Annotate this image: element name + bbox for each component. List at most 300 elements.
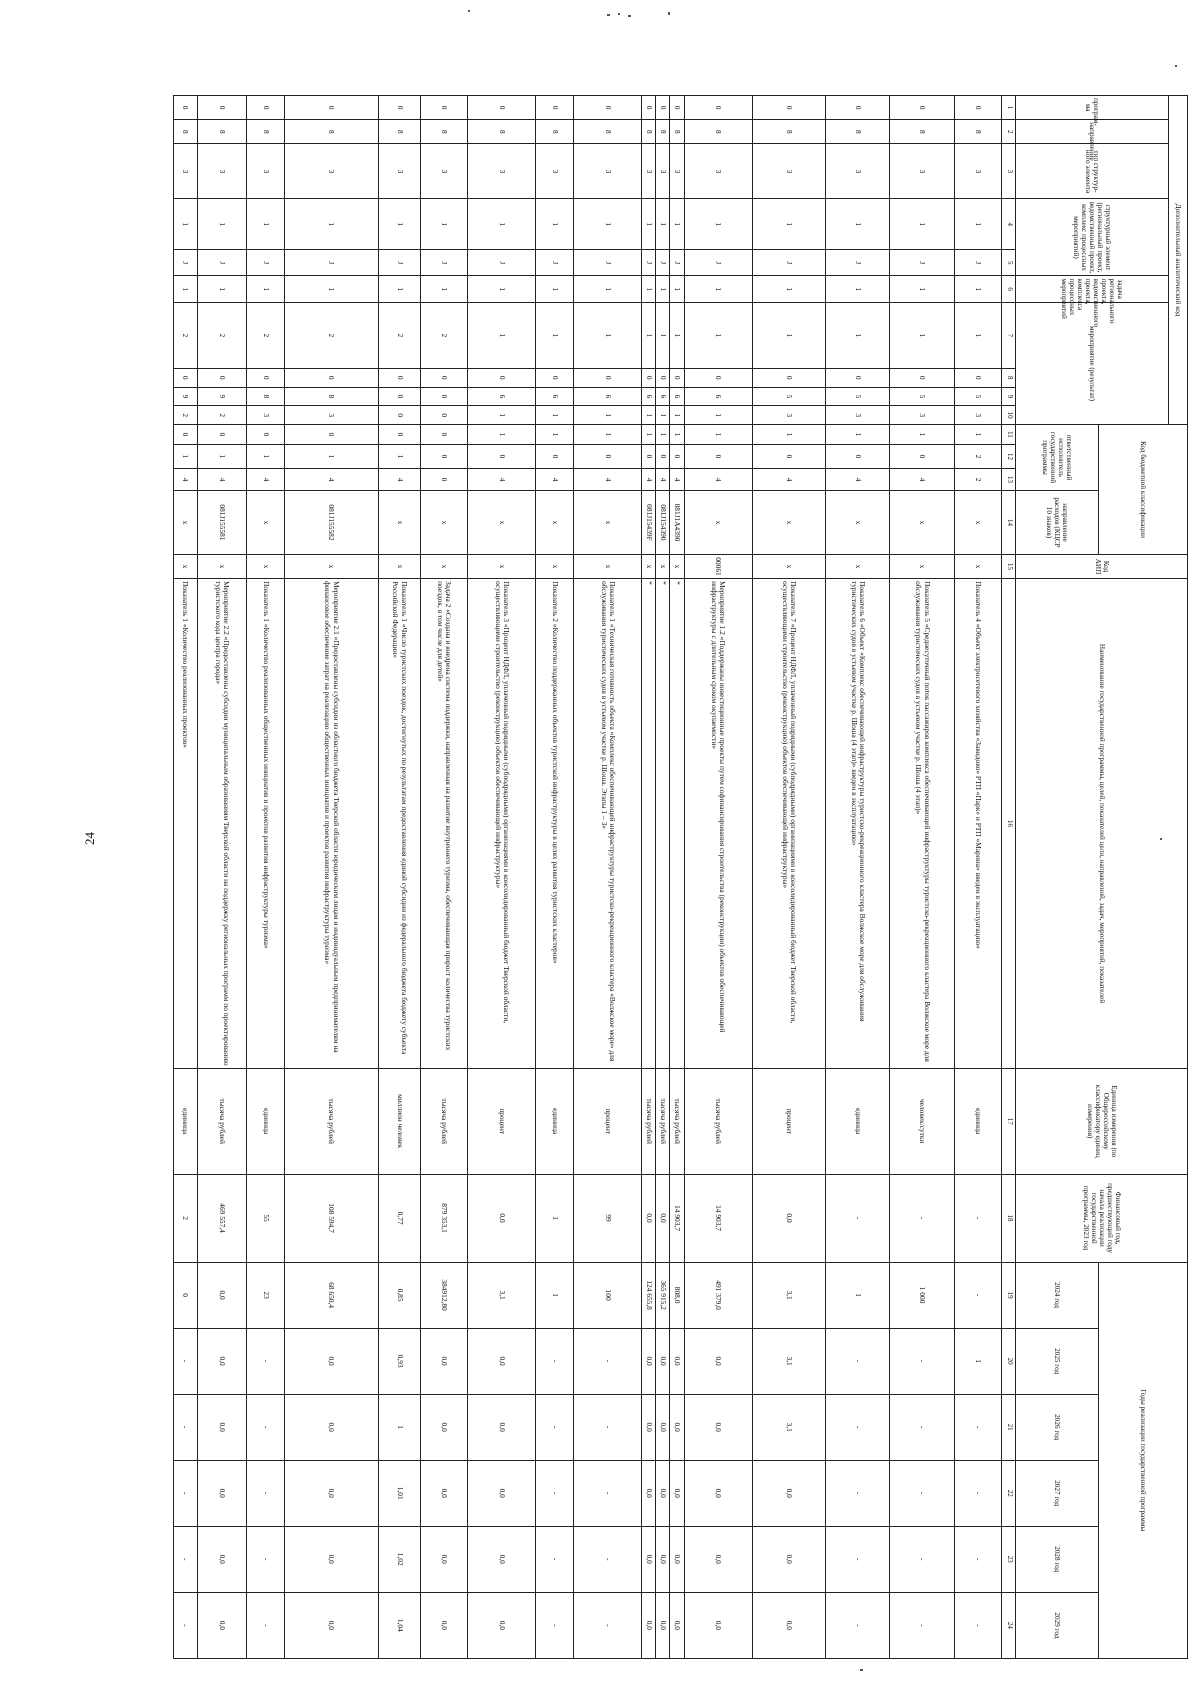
table-cell: - xyxy=(825,1592,890,1658)
table-row xyxy=(890,96,955,1659)
table-cell: 3 xyxy=(752,406,825,425)
table-cell: 2 xyxy=(174,1174,198,1262)
column-number: 8 xyxy=(1002,368,1016,387)
table-cell: - xyxy=(825,1174,890,1262)
table-cell: 5 xyxy=(752,387,825,406)
table-cell: 0 xyxy=(421,444,468,468)
table-cell: 0,0 xyxy=(684,1394,752,1460)
table-cell: 0 xyxy=(825,368,890,387)
table-cell: 0 xyxy=(825,96,890,120)
header-additional-code: Дополнительный аналитический код xyxy=(1169,96,1188,425)
table-cell: 1 xyxy=(752,199,825,250)
table-cell: 0,0 xyxy=(468,1526,536,1592)
row-name-cell: Показатель 6 «Объект «Комплекс обеспечивающей инфраструктуры туристско-рекреационного кластера Волжское море для обслуживания туристических судов в устьевом участке р. Шоша (4 этап)» введен в эксплуатацию» xyxy=(825,579,890,1069)
table-cell: - xyxy=(247,1526,285,1592)
table-cell: 2 xyxy=(955,444,1002,468)
table-row xyxy=(955,96,1002,1659)
table-cell: 0 xyxy=(574,368,642,387)
table-cell: 8 xyxy=(536,120,574,144)
table-cell: 0 xyxy=(284,368,378,387)
table-cell: - xyxy=(536,1592,574,1658)
row-name-cell: Показатель 4 «Объект электросетевого хозяйства «Завидово» РТП «Парк» и РТП «Марина» введен в эксплуатацию» xyxy=(955,579,1002,1069)
table-cell: 0 xyxy=(656,444,670,468)
table-cell: - xyxy=(574,1328,642,1394)
table-cell: 00061 xyxy=(684,554,752,578)
table-cell: 1 xyxy=(468,406,536,425)
row-name-cell: Мероприятие 2.1 «Предоставлены субсидии из областного бюджета Тверской области юридическим лицам и индивидуальным предпринимателям на финансовое обеспечение затрат на реализацию общественных инициатив и проектов развития инфраструктуры туризма» xyxy=(284,579,378,1069)
table-cell: 100 xyxy=(574,1262,642,1328)
table-cell: 081J155581 xyxy=(197,491,246,555)
table-cell: 0,0 xyxy=(468,1394,536,1460)
table-cell: 0 xyxy=(574,444,642,468)
table-cell: 0 xyxy=(247,368,285,387)
table-cell: 0 xyxy=(642,444,656,468)
column-number: 7 xyxy=(1002,302,1016,368)
table-cell: 0,0 xyxy=(752,1460,825,1526)
table-cell: 8 xyxy=(825,120,890,144)
table-cell: 8 xyxy=(284,120,378,144)
table-cell: 3 xyxy=(247,144,285,199)
table-cell: 1 xyxy=(574,425,642,445)
table-cell: x xyxy=(656,554,670,578)
table-cell: 1 xyxy=(536,406,574,425)
header-task: задача регионального проекта, ведомственного проекта, комплекса процессных мероприятий xyxy=(1016,276,1169,302)
table-cell: J xyxy=(890,250,955,276)
table-cell: 4 xyxy=(825,469,890,491)
column-number: 18 xyxy=(1002,1174,1016,1262)
table-cell: 4 xyxy=(890,469,955,491)
table-cell: J xyxy=(825,250,890,276)
table-cell: 8 xyxy=(642,120,656,144)
table-cell: 0 xyxy=(247,96,285,120)
table-cell: 1 xyxy=(536,1174,574,1262)
table-cell: 0 xyxy=(247,425,285,445)
table-cell: J xyxy=(468,250,536,276)
table-cell: 491 379,0 xyxy=(684,1262,752,1328)
table-cell: x xyxy=(955,491,1002,555)
table-cell: 1 xyxy=(197,199,246,250)
table-cell: 5 xyxy=(825,387,890,406)
table-cell: 0,0 xyxy=(656,1174,670,1262)
column-number: 10 xyxy=(1002,406,1016,425)
table-cell: x xyxy=(421,554,468,578)
table-cell: 0 xyxy=(670,444,684,468)
table-cell: 0,0 xyxy=(656,1526,670,1592)
header-struct-element: структурный элемент (региональный проект, ведомственный проект, комплекс процессных мероприятий) xyxy=(1016,199,1169,276)
table-cell: 0 xyxy=(752,96,825,120)
table-cell: 5 xyxy=(890,387,955,406)
table-cell: 1 xyxy=(656,302,670,368)
table-cell: x xyxy=(468,554,536,578)
table-cell: 3 xyxy=(825,144,890,199)
table-cell: 1 xyxy=(468,199,536,250)
table-cell: 0,0 xyxy=(284,1592,378,1658)
table-cell: x xyxy=(421,491,468,555)
table-cell: 99 xyxy=(574,1174,642,1262)
table-cell: 3 xyxy=(174,144,198,199)
column-number: 1 xyxy=(1002,96,1016,120)
table-cell: 1 xyxy=(174,199,198,250)
column-number: 19 xyxy=(1002,1262,1016,1328)
table-cell: 4 xyxy=(174,469,198,491)
row-name-cell: Показатель 1 «Количество реализованных общественных инициатив и проектов развития инфраструктуры туризма» xyxy=(247,579,285,1069)
table-cell: 2 xyxy=(197,406,246,425)
table-cell: 1 xyxy=(670,199,684,250)
column-number: 2 xyxy=(1002,120,1016,144)
table-cell: 0,0 xyxy=(656,1460,670,1526)
column-number: 24 xyxy=(1002,1592,1016,1658)
table-cell: 8 xyxy=(955,120,1002,144)
table-cell: 0 xyxy=(378,387,420,406)
table-cell: 365 915,2 xyxy=(656,1262,670,1328)
table-cell: 8 xyxy=(378,120,420,144)
header-aip-code: Код АИП xyxy=(1016,554,1188,578)
table-cell: 808,0 xyxy=(670,1262,684,1328)
table-cell: 0,0 xyxy=(284,1526,378,1592)
table-row xyxy=(421,96,468,1659)
table-cell: 0 xyxy=(197,425,246,445)
table-cell: 5 xyxy=(955,387,1002,406)
table-cell: 3 xyxy=(468,144,536,199)
table-cell: 0 xyxy=(468,444,536,468)
table-cell: 4 xyxy=(684,469,752,491)
table-cell: - xyxy=(825,1328,890,1394)
table-cell: 3 xyxy=(684,144,752,199)
table-row xyxy=(468,96,536,1659)
table-cell: 0,0 xyxy=(197,1394,246,1460)
table-cell: J xyxy=(284,250,378,276)
table-cell: 0 xyxy=(890,368,955,387)
header-base-year: Финансовый год, предшествующий году начала реализации государственной программы, 2023 год xyxy=(1016,1174,1188,1262)
table-cell: - xyxy=(890,1394,955,1460)
table-cell: 0 xyxy=(684,368,752,387)
table-cell: 3 xyxy=(642,144,656,199)
table-row xyxy=(174,96,198,1659)
header-name: Наименование государственной программы, целей, показателей цели, направлений, задач, мероприятий, показателей xyxy=(1016,579,1188,1069)
table-cell: 0,0 xyxy=(752,1592,825,1658)
table-cell: 1 xyxy=(247,276,285,302)
table-cell: - xyxy=(890,1328,955,1394)
table-cell: 1 xyxy=(656,406,670,425)
table-row xyxy=(684,96,752,1659)
table-cell: J xyxy=(656,250,670,276)
table-cell: 1 xyxy=(670,406,684,425)
table-cell: 0 xyxy=(670,96,684,120)
table-cell: 0 xyxy=(574,96,642,120)
table-cell: 1 xyxy=(536,276,574,302)
table-cell: 0,0 xyxy=(642,1328,656,1394)
table-cell: 8 xyxy=(670,120,684,144)
table-cell: 6 xyxy=(468,387,536,406)
table-cell: 0,0 xyxy=(684,1526,752,1592)
table-cell: x xyxy=(284,554,378,578)
header-direction: направление xyxy=(1016,120,1169,144)
table-cell: 1 xyxy=(197,444,246,468)
table-cell: x xyxy=(536,491,574,555)
table-cell: 0,0 xyxy=(284,1394,378,1460)
table-cell: 8 xyxy=(574,120,642,144)
column-number: 15 xyxy=(1002,554,1016,578)
table-cell: 1 xyxy=(378,199,420,250)
table-cell: 8 xyxy=(468,120,536,144)
table-cell: 6 xyxy=(574,387,642,406)
table-cell: 1 xyxy=(684,425,752,445)
table-cell: 6 xyxy=(684,387,752,406)
table-cell: 1 xyxy=(955,1328,1002,1394)
table-cell: процент xyxy=(574,1068,642,1174)
table-cell: - xyxy=(574,1460,642,1526)
table-cell: 1 xyxy=(825,302,890,368)
table-cell: 0 xyxy=(174,1262,198,1328)
table-row xyxy=(670,96,684,1659)
table-cell: - xyxy=(955,1460,1002,1526)
table-cell: 0 xyxy=(197,96,246,120)
table-cell: 8 xyxy=(197,120,246,144)
table-cell: 1 xyxy=(955,276,1002,302)
column-number: 21 xyxy=(1002,1394,1016,1460)
table-cell: 1 xyxy=(752,425,825,445)
table-cell: единица xyxy=(174,1068,198,1174)
table-cell: 1 xyxy=(536,199,574,250)
header-years-group: Годы реализации государственной программы xyxy=(1098,1262,1187,1658)
table-cell: J xyxy=(421,250,468,276)
table-cell: 9 xyxy=(174,387,198,406)
table-cell: 4 xyxy=(536,469,574,491)
table-cell: 8 xyxy=(656,120,670,144)
table-cell: 3 xyxy=(890,406,955,425)
table-cell: 0 xyxy=(955,368,1002,387)
table-cell: 0 xyxy=(197,368,246,387)
table-cell: 1 xyxy=(468,302,536,368)
table-row xyxy=(752,96,825,1659)
table-cell: 0 xyxy=(536,444,574,468)
table-cell: 0,0 xyxy=(670,1526,684,1592)
table-cell: 3,1 xyxy=(752,1262,825,1328)
row-name-cell: Показатель 2 «Количество поддержанных объектов туристской инфраструктуры в целях развития туристских кластеров» xyxy=(536,579,574,1069)
table-cell: - xyxy=(247,1394,285,1460)
table-cell: x xyxy=(684,491,752,555)
table-cell: 1 xyxy=(468,425,536,445)
table-cell: 0 xyxy=(378,425,420,445)
table-cell: 0,0 xyxy=(197,1526,246,1592)
table-cell: 2 xyxy=(378,302,420,368)
table-cell: - xyxy=(825,1460,890,1526)
table-cell: тысяча рублей xyxy=(656,1068,670,1174)
column-number: 11 xyxy=(1002,425,1016,445)
table-cell: - xyxy=(955,1526,1002,1592)
table-cell: x xyxy=(825,554,890,578)
table-cell: x xyxy=(574,491,642,555)
table-cell: 0,0 xyxy=(468,1328,536,1394)
table-cell: 3 xyxy=(955,406,1002,425)
table-cell: 4 xyxy=(378,469,420,491)
table-cell: x xyxy=(247,491,285,555)
table-cell: x xyxy=(642,554,656,578)
table-cell: единица xyxy=(536,1068,574,1174)
table-cell: 0 xyxy=(955,96,1002,120)
table-cell: 2 xyxy=(421,302,468,368)
table-cell: 3 xyxy=(247,406,285,425)
table-row xyxy=(536,96,574,1659)
table-cell: 0 xyxy=(284,96,378,120)
row-name-cell: * xyxy=(642,579,656,1069)
table-cell: 0 xyxy=(468,368,536,387)
table-cell: 081J155582 xyxy=(284,491,378,555)
table-cell: - xyxy=(890,1174,955,1262)
table-cell: 0 xyxy=(656,368,670,387)
table-cell: - xyxy=(247,1460,285,1526)
table-row xyxy=(284,96,378,1659)
table-cell: - xyxy=(574,1526,642,1592)
table-cell: 0,0 xyxy=(421,1394,468,1460)
table-cell: J xyxy=(684,250,752,276)
table-cell: x xyxy=(197,554,246,578)
table-cell: 0,0 xyxy=(670,1328,684,1394)
table-cell: x xyxy=(174,554,198,578)
table-cell: 1 xyxy=(247,199,285,250)
column-number: 14 xyxy=(1002,491,1016,555)
table-cell: 1 xyxy=(536,425,574,445)
header-year-2029: 2029 год xyxy=(1016,1592,1098,1658)
table-cell: 124 655,8 xyxy=(642,1262,656,1328)
table-cell: - xyxy=(890,1526,955,1592)
table-cell: - xyxy=(536,1328,574,1394)
table-cell: 1 xyxy=(378,1394,420,1460)
row-name-cell: Показатель 5 «Среднесуточный поток пассажиров комплекса обеспечивающей инфраструктуры туристско-рекреационного кластера Волжское море для обслуживания туристических судов в устьевом участке р. Шоша (4 этап)» xyxy=(890,579,955,1069)
table-cell: x xyxy=(378,491,420,555)
table-cell: 4 xyxy=(468,469,536,491)
header-struct-type: тип структур-ного элемента xyxy=(1016,144,1169,199)
scan-speck xyxy=(860,1669,863,1671)
table-cell: 0 xyxy=(378,406,420,425)
table-cell: 0,0 xyxy=(284,1460,378,1526)
table-cell: 0 xyxy=(421,425,468,445)
table-cell: 68 650,4 xyxy=(284,1262,378,1328)
table-cell: J xyxy=(247,250,285,276)
table-cell: - xyxy=(174,1592,198,1658)
header-year-2024: 2024 год xyxy=(1016,1262,1098,1328)
table-cell: 1 xyxy=(825,276,890,302)
column-number: 16 xyxy=(1002,579,1016,1069)
table-cell: x xyxy=(536,554,574,578)
table-cell: 0,0 xyxy=(752,1526,825,1592)
table-cell: - xyxy=(574,1394,642,1460)
table-cell: 081J1А4390 xyxy=(670,491,684,555)
column-number: 23 xyxy=(1002,1526,1016,1592)
table-cell: 1 xyxy=(574,276,642,302)
table-cell: 4 xyxy=(670,469,684,491)
table-cell: 2 xyxy=(284,302,378,368)
table-row xyxy=(825,96,890,1659)
column-number: 20 xyxy=(1002,1328,1016,1394)
table-cell: - xyxy=(174,1460,198,1526)
table-cell: 3 xyxy=(536,144,574,199)
table-cell: 0 xyxy=(421,469,468,491)
table-cell: 0,0 xyxy=(421,1526,468,1592)
table-cell: - xyxy=(825,1526,890,1592)
table-cell: 1 000 xyxy=(890,1262,955,1328)
table-cell: 1 xyxy=(536,302,574,368)
table-cell: x xyxy=(752,491,825,555)
table-cell: 0 xyxy=(890,96,955,120)
table-cell: 1 xyxy=(284,444,378,468)
table-cell: 1 xyxy=(752,302,825,368)
table-cell: 6 xyxy=(670,387,684,406)
table-cell: 1 xyxy=(421,199,468,250)
row-name-cell: Мероприятие 2.2 «Предоставлены субсидии муниципальным образованиям Тверской области на поддержку региональных программ по проектированию туристского кода центра города» xyxy=(197,579,246,1069)
scan-speck xyxy=(1175,65,1177,67)
table-cell: 1 xyxy=(421,276,468,302)
table-cell: 1 xyxy=(378,276,420,302)
table-cell: x xyxy=(955,554,1002,578)
table-cell: 1 xyxy=(642,302,656,368)
table-cell: 0 xyxy=(825,444,890,468)
table-cell: 1 xyxy=(247,444,285,468)
table-cell: 3 xyxy=(752,144,825,199)
table-cell: 8 xyxy=(684,120,752,144)
table-cell: 0,93 xyxy=(378,1328,420,1394)
table-cell: тысяча рублей xyxy=(642,1068,656,1174)
table-cell: 3,1 xyxy=(752,1394,825,1460)
table-cell: J xyxy=(378,250,420,276)
table-cell: 0,0 xyxy=(684,1328,752,1394)
table-cell: 0 xyxy=(421,387,468,406)
table-cell: J xyxy=(197,250,246,276)
table-cell: 1 xyxy=(574,302,642,368)
scan-speck xyxy=(628,15,631,17)
table-cell: миллион человек xyxy=(378,1068,420,1174)
table-cell: x xyxy=(174,491,198,555)
scan-speck xyxy=(618,13,620,15)
table-cell: x xyxy=(574,554,642,578)
table-cell: - xyxy=(955,1592,1002,1658)
table-cell: 0 xyxy=(378,96,420,120)
table-cell: 14 903,7 xyxy=(670,1174,684,1262)
table-cell: 0,0 xyxy=(670,1460,684,1526)
table-cell: 1 xyxy=(656,199,670,250)
table-cell: 4 xyxy=(574,469,642,491)
table-cell: тысяча рублей xyxy=(197,1068,246,1174)
table-cell: 0 xyxy=(421,96,468,120)
table-cell: 1 xyxy=(642,199,656,250)
table-cell: 0 xyxy=(536,96,574,120)
table-cell: x xyxy=(890,491,955,555)
table-cell: 3 xyxy=(656,144,670,199)
table-cell: 0,0 xyxy=(642,1526,656,1592)
table-cell: 3 xyxy=(890,144,955,199)
row-name-cell: Мероприятие 1.2 «Поддержаны инвестиционные проекты путем софинансирования строительства (реконструкции) объектов обеспечивающей инфраструктуры с длительным сроком окупаемости» xyxy=(684,579,752,1069)
table-cell: 4 xyxy=(197,469,246,491)
table-cell: x xyxy=(890,554,955,578)
table-cell: 1,02 xyxy=(378,1526,420,1592)
table-cell: 0 xyxy=(468,96,536,120)
table-cell: 0 xyxy=(174,368,198,387)
column-number: 6 xyxy=(1002,276,1016,302)
table-cell: 1 xyxy=(752,276,825,302)
table-cell: 1 xyxy=(890,302,955,368)
table-cell: x xyxy=(247,554,285,578)
header-budget-code: Код бюджетной классификации xyxy=(1098,425,1187,555)
table-cell: - xyxy=(955,1174,1002,1262)
table-cell: 0,0 xyxy=(197,1328,246,1394)
row-name-cell: Показатель 3 «Процент НДФЛ, уплаченный подрядными (субподрядными) организациями в консолидированный бюджет Тверской области, осуществляющими строительство (реконструкцию) объектов обеспечивающей инфраструктуры» xyxy=(468,579,536,1069)
header-event: мероприятие (результат) xyxy=(1016,302,1169,424)
table-cell: 108 594,7 xyxy=(284,1174,378,1262)
table-cell: 0 xyxy=(284,425,378,445)
table-cell: 0,0 xyxy=(642,1394,656,1460)
table-cell: 0 xyxy=(536,368,574,387)
table-cell: 1 xyxy=(890,276,955,302)
